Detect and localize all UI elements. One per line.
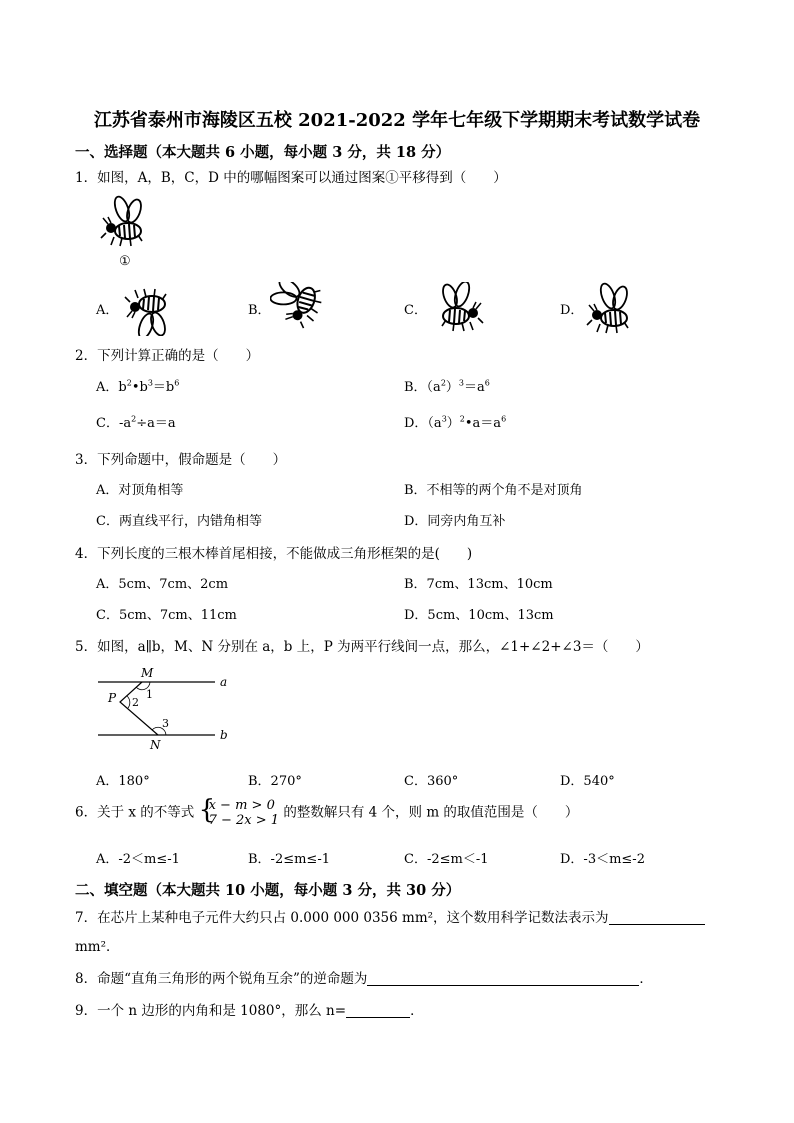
label-angle-1: 1 — [146, 688, 153, 701]
q5-option-d: D．540° — [560, 774, 615, 789]
question-5-text: 5．如图，a∥b，M、N 分别在 a，b 上，P 为两平行线间一点，那么，∠1+∠2+∠3＝（ ） — [75, 639, 649, 655]
q3-option-d: D．同旁内角互补 — [404, 514, 506, 529]
question-4-text: 4．下列长度的三根木棒首尾相接，不能做成三角形框架的是( ) — [75, 546, 473, 562]
q3-option-b: B．不相等的两个角不是对顶角 — [404, 483, 583, 498]
answer-blank-9[interactable] — [346, 1003, 410, 1018]
q4-option-d: D．5cm、10cm、13cm — [404, 608, 554, 623]
q3-option-a: A．对顶角相等 — [96, 483, 184, 498]
answer-blank-7[interactable] — [609, 910, 705, 925]
bee-figure-1 — [96, 195, 156, 255]
q1-option-d-label: D． — [560, 303, 584, 318]
parallel-lines-figure — [90, 660, 250, 755]
label-p: P — [108, 691, 117, 705]
question-6-text: 6．关于 x 的不等式 { x − m > 0 7 − 2x > 1 的整数解只有 4 个，则 m 的取值范围是（ ） — [75, 795, 579, 828]
question-7-text: 7．在芯片上某种电子元件大约只占 0.000 000 0356 mm²，这个数用科学记数法表示为 — [75, 906, 705, 926]
page-title: 江苏省泰州市海陵区五校 2021-2022 学年七年级下学期期末考试数学试卷 — [93, 110, 701, 131]
bee-option-a — [118, 282, 180, 336]
q1-option-b-label: B． — [248, 303, 271, 318]
section-choice-heading: 一、选择题（本大题共 6 小题，每小题 3 分，共 18 分） — [75, 144, 451, 161]
label-n: N — [150, 738, 161, 752]
question-1-text: 1．如图，A，B，C，D 中的哪幅图案可以通过图案①平移得到（ ） — [75, 170, 507, 186]
q4-option-a: A．5cm、7cm、2cm — [96, 577, 229, 592]
q2-option-d: D．$(a^3)^2•a=a^6$ — [404, 414, 507, 431]
label-b: b — [220, 728, 228, 742]
label-m: M — [141, 666, 154, 680]
q6-option-b: B．-2≤m≤-1 — [248, 852, 330, 867]
question-9-text: 9．一个 n 边形的内角和是 1080°，那么 n= ． — [75, 1003, 424, 1019]
q2-option-a: A．$b^2•b^3=b^6$ — [96, 378, 180, 395]
answer-blank-8[interactable] — [367, 971, 639, 986]
label-angle-2: 2 — [132, 696, 139, 709]
q6-option-c: C．-2≤m＜-1 — [404, 852, 489, 867]
bee-option-b — [270, 282, 332, 336]
q1-option-a-label: A． — [96, 303, 119, 318]
question-2-text: 2．下列计算正确的是（ ） — [75, 348, 260, 364]
label-angle-3: 3 — [162, 717, 169, 730]
q5-option-c: C．360° — [404, 774, 459, 789]
q5-option-b: B．270° — [248, 774, 302, 789]
section-fill-heading: 二、填空题（本大题共 10 小题，每小题 3 分，共 30 分） — [75, 882, 461, 899]
q2-option-c: C．$-a^2\div a=a$ — [96, 414, 176, 431]
bee-option-d — [582, 282, 644, 336]
q5-option-a: A．180° — [96, 774, 150, 789]
q2-option-b: B．$(a^2)^3=a^6$ — [404, 378, 490, 395]
bee-option-c — [426, 282, 488, 336]
q6-option-a: A．-2＜m≤-1 — [96, 852, 180, 867]
q4-option-b: B．7cm、13cm、10cm — [404, 577, 553, 592]
q3-option-c: C．两直线平行，内错角相等 — [96, 514, 262, 529]
q6-option-d: D．-3＜m≤-2 — [560, 852, 645, 867]
question-3-text: 3．下列命题中，假命题是（ ） — [75, 452, 287, 468]
question-8-text: 8．命题“直角三角形的两个锐角互余”的逆命题为 ． — [75, 971, 653, 987]
figure-1-label: ① — [119, 254, 131, 269]
q4-option-c: C．5cm、7cm、11cm — [96, 608, 237, 623]
inequality-system: { x − m > 0 7 − 2x > 1 — [198, 795, 280, 828]
label-a: a — [220, 675, 228, 689]
question-7-unit: mm²． — [75, 939, 120, 955]
q1-option-c-label: C． — [404, 303, 427, 318]
